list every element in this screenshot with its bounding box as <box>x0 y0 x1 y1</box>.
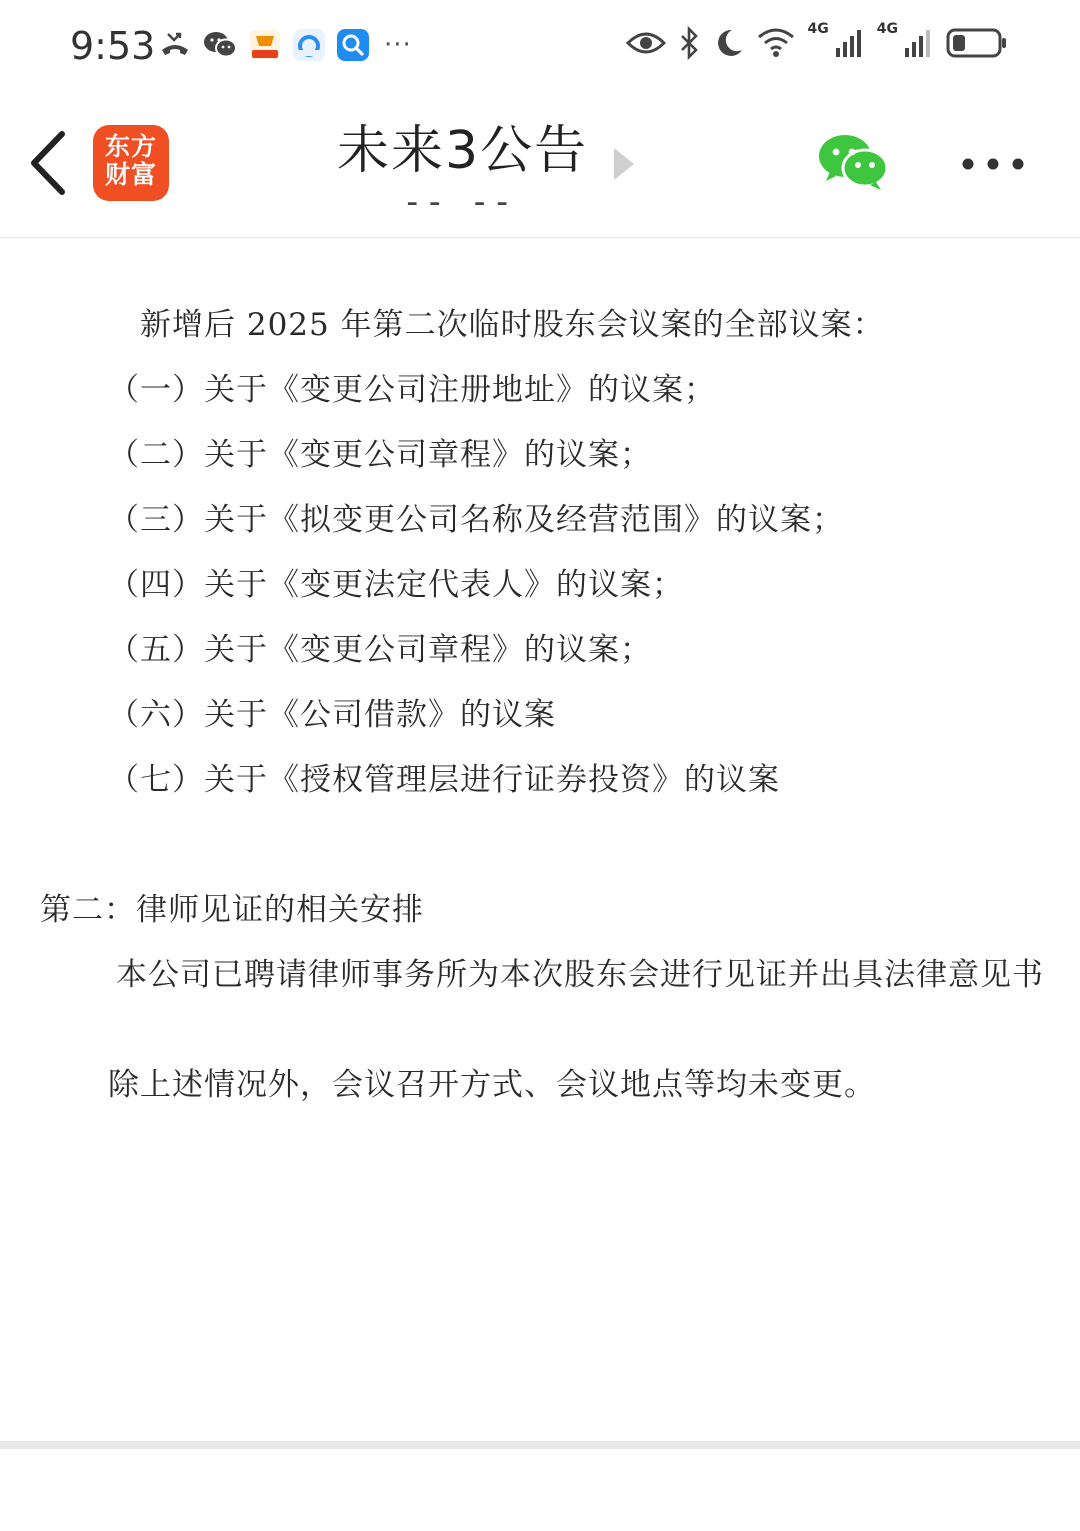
cellular-signal-icon <box>904 28 934 58</box>
caret-right-icon[interactable] <box>612 146 636 182</box>
proposal-item: （五）关于《变更公司章程》的议案； <box>108 632 652 668</box>
document-intro: 新增后 2025 年第二次临时股东会议案的全部议案： <box>140 307 885 343</box>
network-type-label: 4G <box>807 21 829 37</box>
wechat-share-icon[interactable] <box>818 132 890 192</box>
announcement-document <box>0 239 1080 1439</box>
status-bar <box>0 0 1080 92</box>
search-app-icon <box>336 28 370 62</box>
app-logo <box>93 125 169 201</box>
logo-text-line2: 财富 <box>104 160 157 189</box>
status-time: 9:53 <box>70 24 156 68</box>
proposal-item: （七）关于《授权管理层进行证券投资》的议案 <box>108 762 780 798</box>
do-not-disturb-icon <box>712 27 744 59</box>
proposal-item: （一）关于《变更公司注册地址》的议案； <box>108 372 716 408</box>
status-system-icons <box>626 21 1008 60</box>
section-heading: 第二：律师见证的相关安排 <box>40 892 424 928</box>
proposal-item: （四）关于《变更法定代表人》的议案； <box>108 567 684 603</box>
cellular-signal-icon <box>835 28 865 58</box>
network-type-label: 4G <box>876 21 898 37</box>
app-notification-icon <box>248 28 282 62</box>
bottom-divider <box>0 1441 1080 1449</box>
battery-icon <box>946 27 1008 59</box>
section-body: 本公司已聘请律师事务所为本次股东会进行见证并出具法律意见书 <box>116 957 1044 993</box>
missed-call-icon <box>158 28 192 62</box>
nav-bar <box>0 92 1080 238</box>
bluetooth-icon <box>678 26 700 60</box>
wechat-notification-icon <box>202 29 238 61</box>
eye-comfort-icon <box>626 29 666 57</box>
proposal-item: （二）关于《变更公司章程》的议案； <box>108 437 652 473</box>
status-notification-icons <box>158 28 412 62</box>
proposal-item: （六）关于《公司借款》的议案 <box>108 697 556 733</box>
wifi-icon <box>756 27 796 59</box>
browser-notification-icon <box>292 28 326 62</box>
status-more-dots: ··· <box>384 30 412 60</box>
page-title[interactable]: 未来3公告 <box>337 121 589 181</box>
closing-statement: 除上述情况外，会议召开方式、会议地点等均未变更。 <box>108 1067 876 1103</box>
page-subtitle: -- -- <box>402 182 515 222</box>
proposal-item: （三）关于《拟变更公司名称及经营范围》的议案； <box>108 502 844 538</box>
back-arrow-icon[interactable] <box>22 128 78 198</box>
logo-text-line1: 东方 <box>104 132 157 161</box>
more-options-icon[interactable] <box>958 152 1028 176</box>
